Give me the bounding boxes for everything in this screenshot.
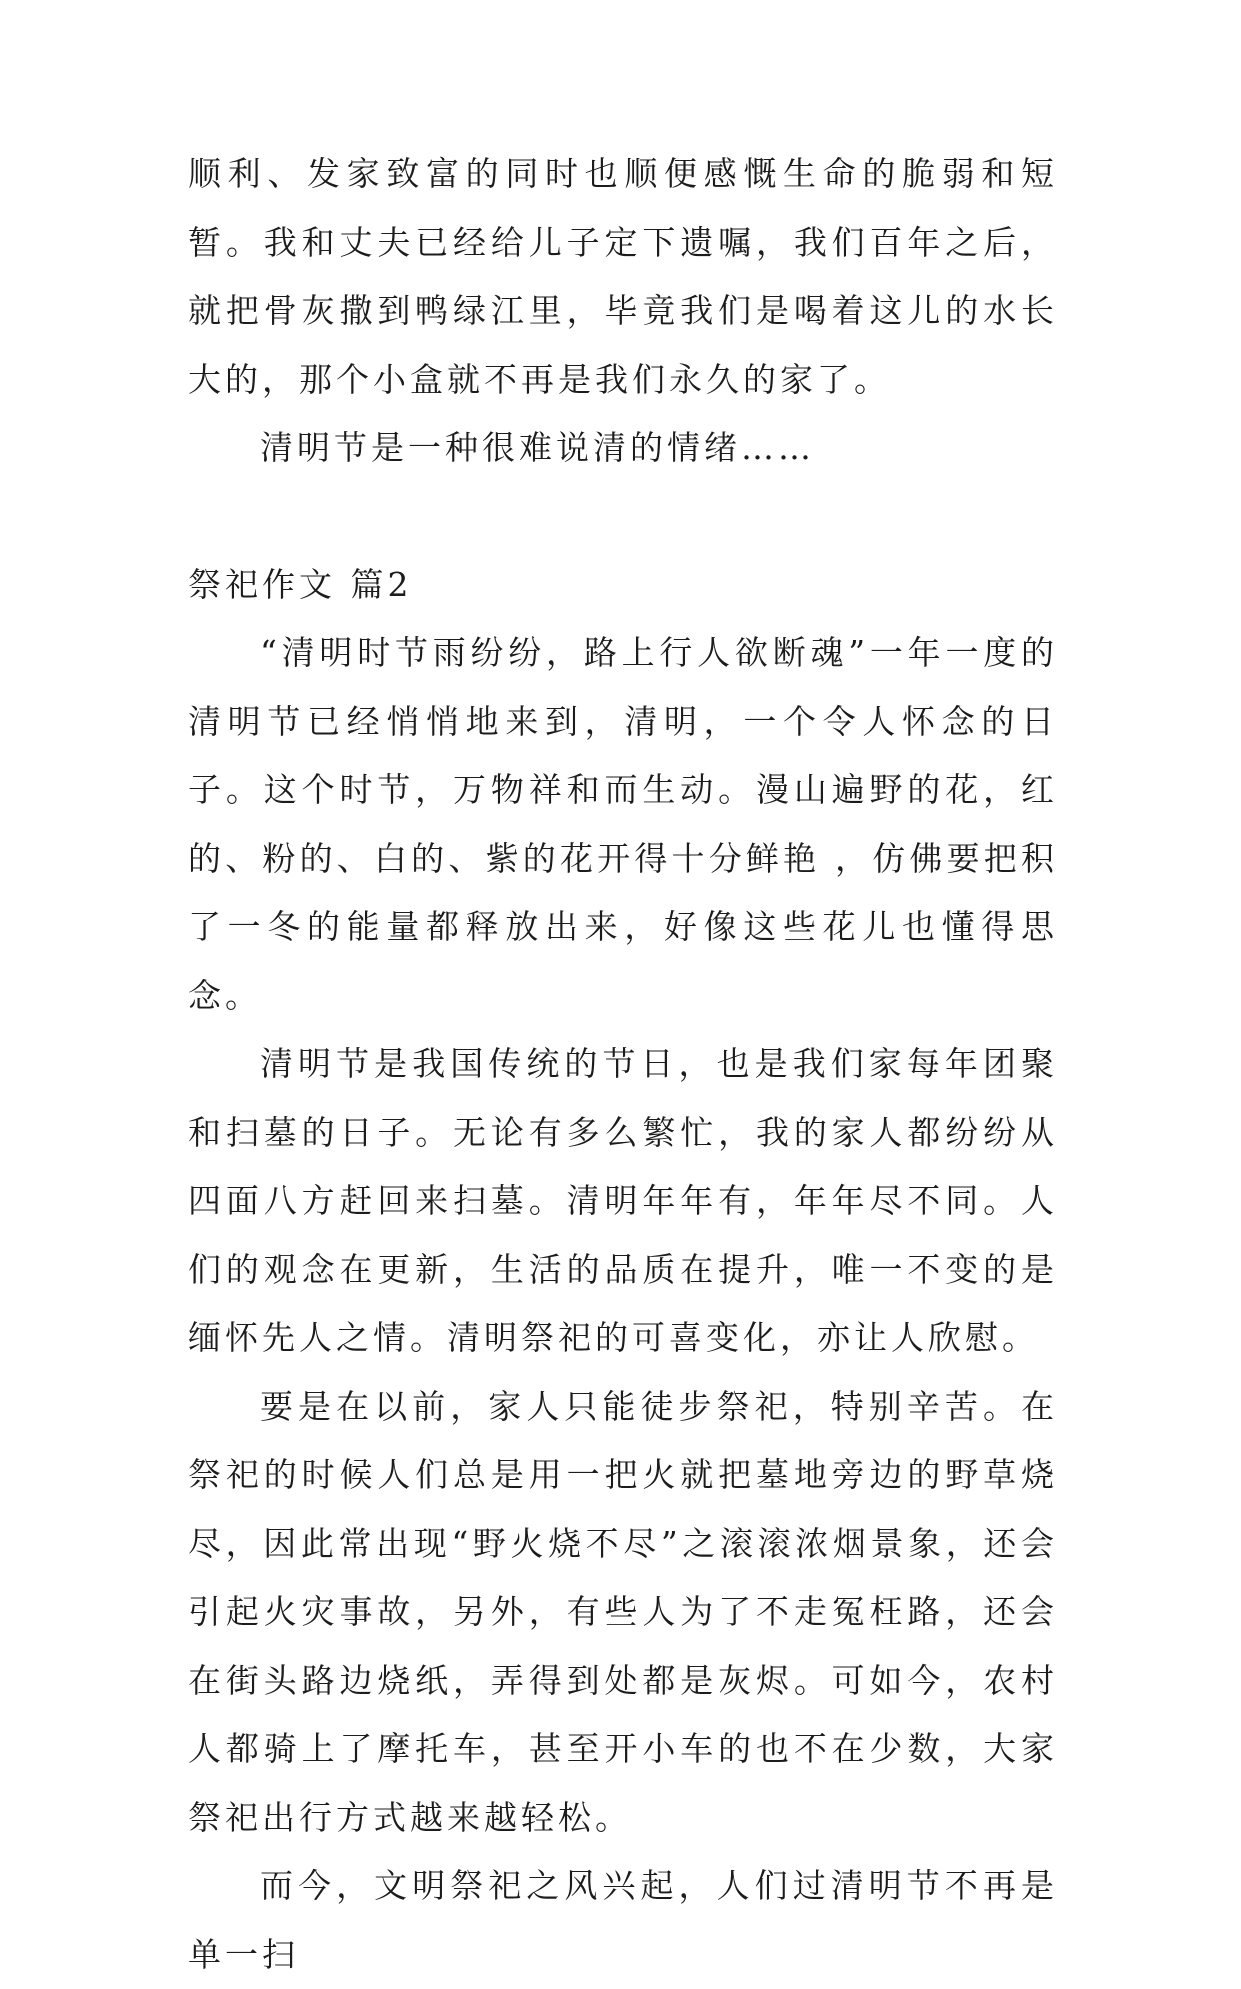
paragraph-closing: 清明节是一种很难说清的情绪…… [260,428,815,467]
section-spacer [188,483,1058,551]
paragraph-4: 而今，文明祭祀之风兴起，人们过清明节不再是单一扫 [188,1866,1058,1974]
paragraph-3: 要是在以前，家人只能徒步祭祀，特别辛苦。在祭祀的时候人们总是用一把火就把墓地旁边的野草烧尽，因此常出现“野火烧不尽”之滚滚浓烟景象，还会引起火灾事故，另外，有些人为了不走冤枉路，还会在街头路边烧纸，弄得到处都是灰烬。可如今，农村人都骑上了摩托车，甚至开小车的也不在少数，大家祭祀出行方式越来越轻松。 [188,1386,1058,1837]
paragraph-2: 清明节是我国传统的节日，也是我们家每年团聚和扫墓的日子。无论有多么繁忙，我的家人都纷纷从四面八方赶回来扫墓。清明年年有，年年尽不同。人们的观念在更新，生活的品质在提升，唯一不变的是缅怀先人之情。清明祭祀的可喜变化，亦让人欣慰。 [188,1044,1058,1357]
document-body [188,140,1058,1989]
paragraph-continuation: 顺利、发家致富的同时也顺便感慨生命的脆弱和短暂。我和丈夫已经给儿子定下遗嘱，我们百年之后，就把骨灰撒到鸭绿江里，毕竟我们是喝着这儿的水长大的，那个小盒就不再是我们永久的家了。 [188,154,1058,399]
section-title: 祭祀作文 篇2 [188,564,413,604]
paragraph-1: “清明时节雨纷纷，路上行人欲断魂”一年一度的清明节已经悄悄地来到，清明，一个令人怀念的日子。这个时节，万物祥和而生动。漫山遍野的花，红的、粉的、白的、紫的花开得十分鲜艳 ，仿佛要把积了一冬的能量都释放出来，好像这些花儿也懂得思念。 [188,633,1058,1015]
